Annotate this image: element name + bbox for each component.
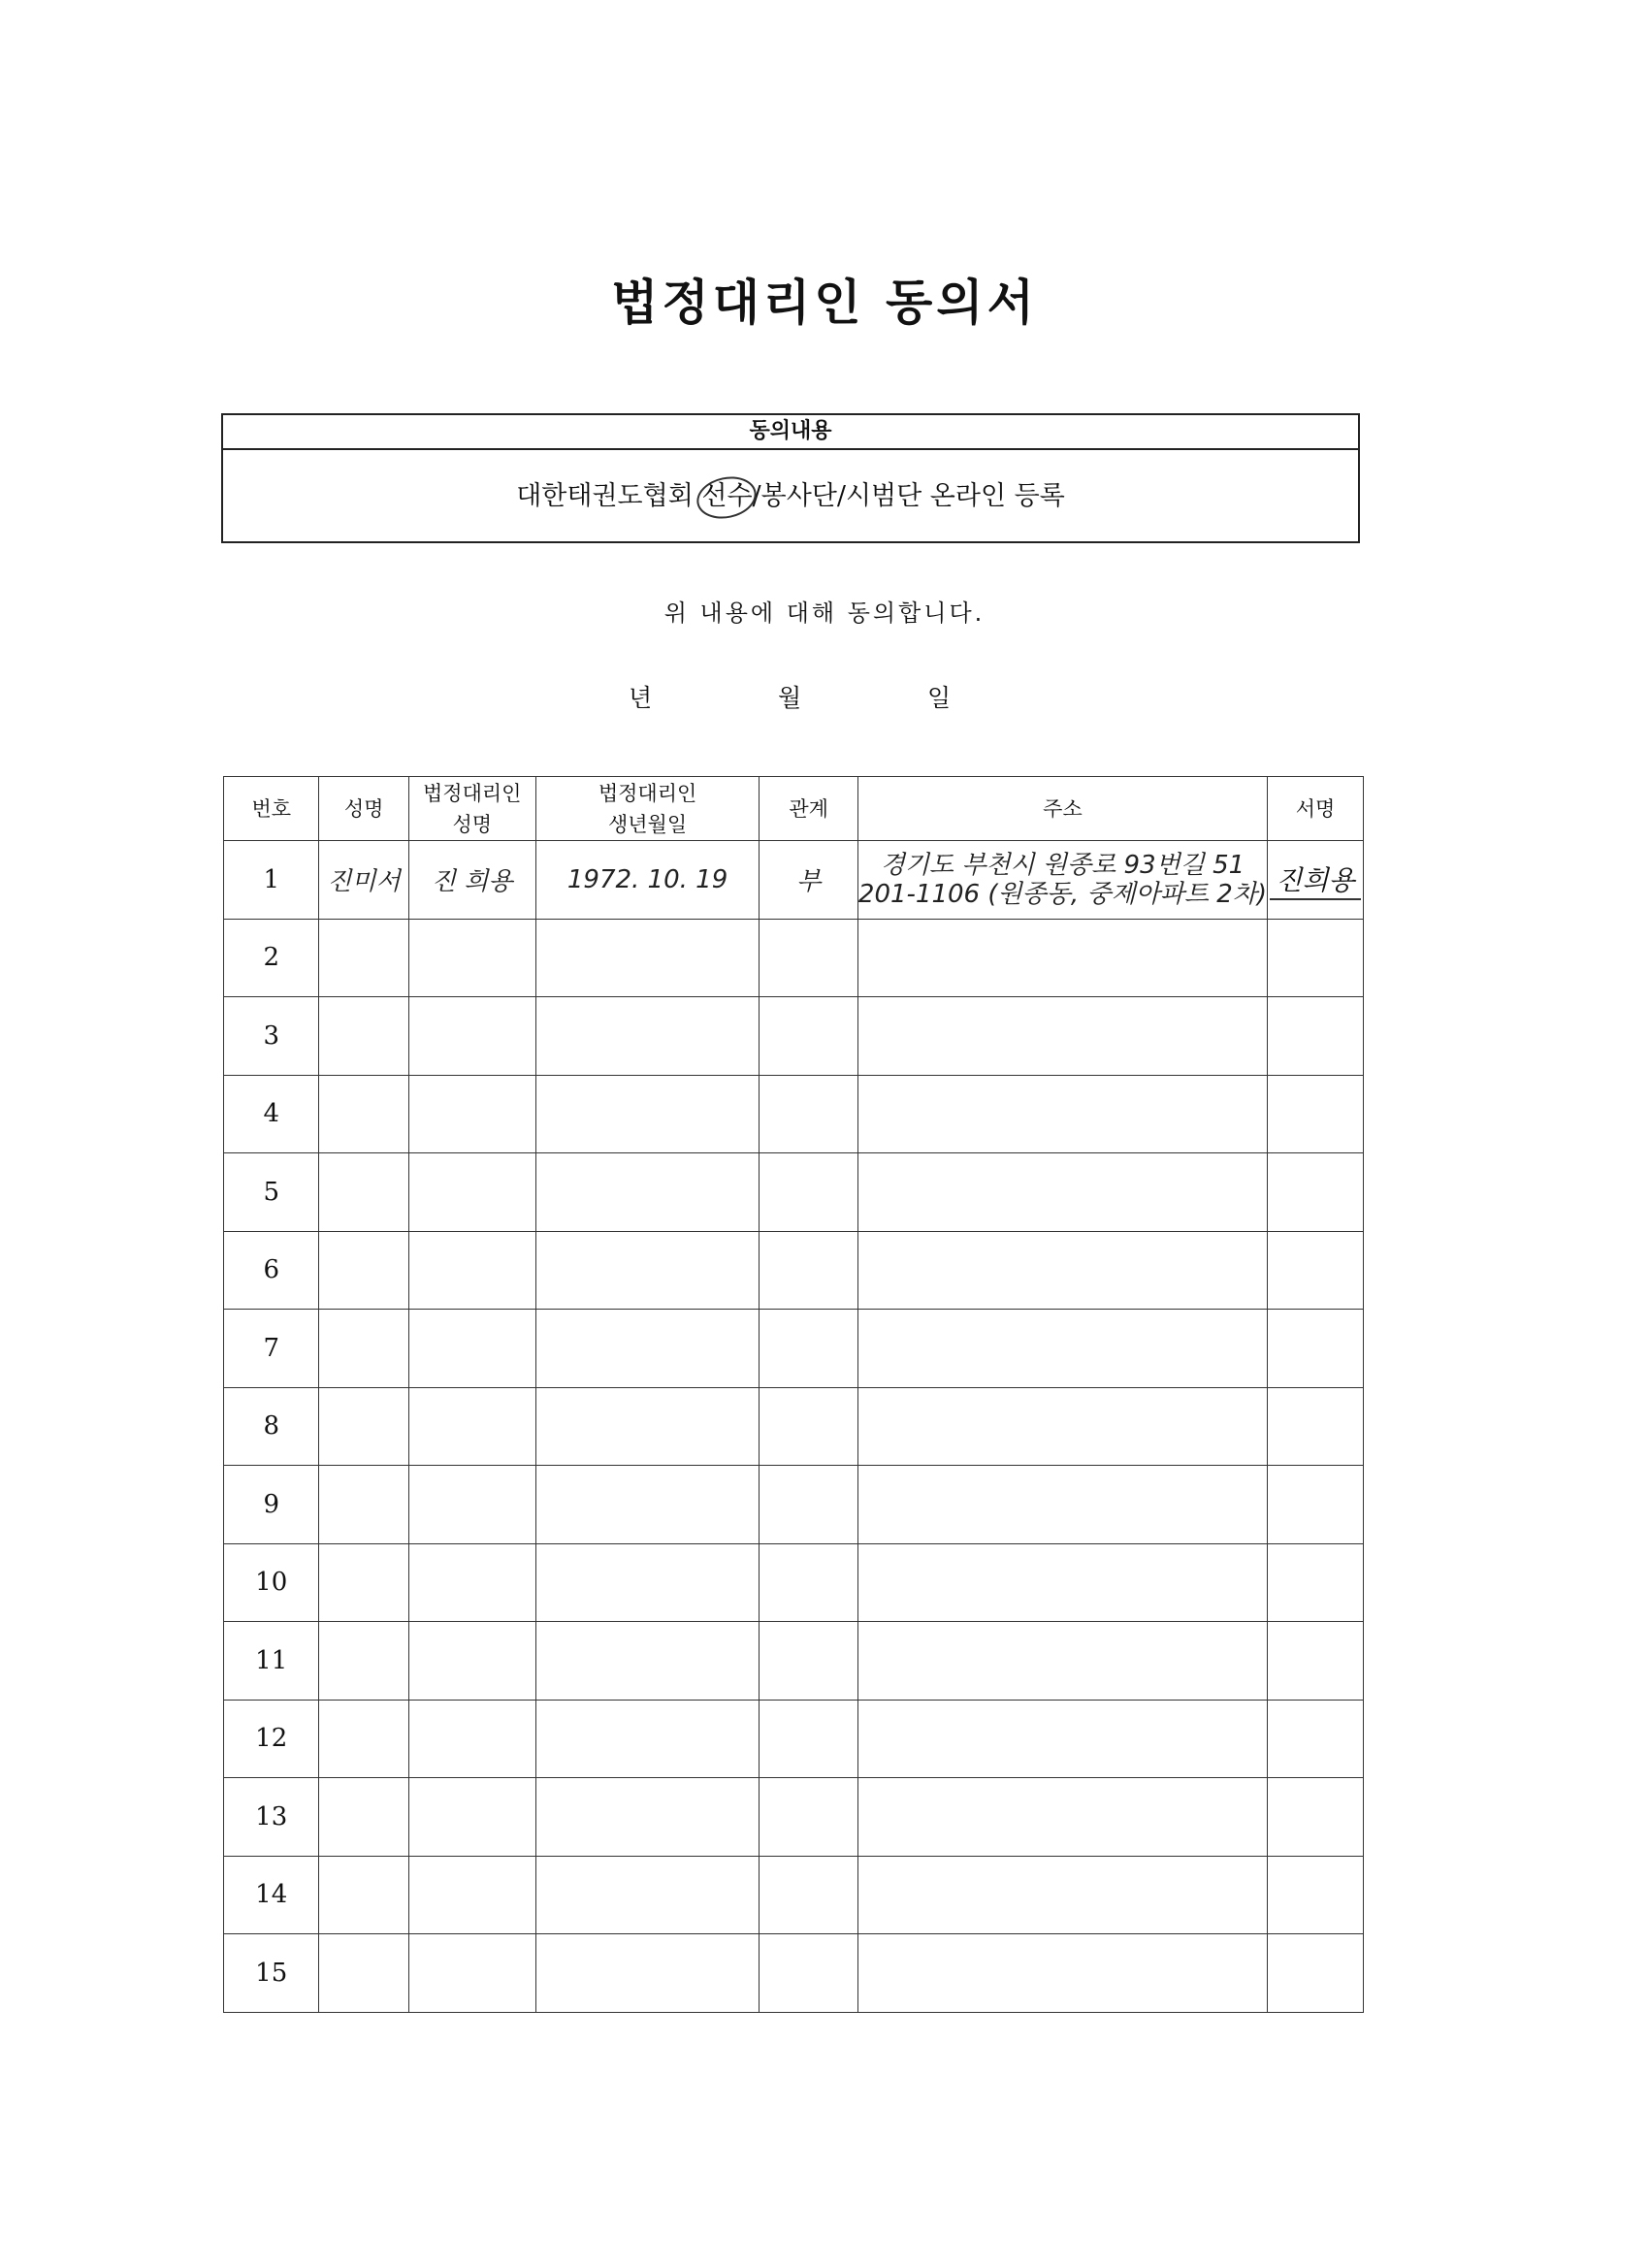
header-guardian-name [408, 777, 535, 841]
row-signature [1268, 1466, 1364, 1544]
row-signature [1268, 1934, 1364, 2013]
header-guardian-name-line2: 성명 [452, 812, 493, 836]
row-name [319, 1310, 408, 1388]
row-relation [760, 1466, 858, 1544]
row-address [857, 1153, 1267, 1232]
row-relation [760, 1778, 858, 1857]
row-guardian-birth [535, 1856, 760, 1934]
row-guardian-name [408, 1622, 535, 1701]
row-guardian-name [408, 919, 535, 997]
row-guardian-name [408, 997, 535, 1076]
row-relation [760, 1231, 858, 1310]
row-name [319, 1231, 408, 1310]
date-day-label: 일 [927, 684, 952, 712]
row-guardian-name [408, 1387, 535, 1466]
handwritten-signature: 진희용 [1270, 859, 1360, 900]
consent-content-area [223, 450, 1358, 543]
row-signature [1268, 1153, 1364, 1232]
row-guardian-name [408, 1466, 535, 1544]
row-address [857, 1231, 1267, 1310]
row-guardian-birth [535, 1387, 760, 1466]
row-address-line1: 경기도 부천시 원종로 93번길 51 [880, 850, 1245, 880]
table-row [224, 1700, 1364, 1778]
row-guardian-name [408, 1153, 535, 1232]
table-row [224, 841, 1364, 920]
row-address [857, 1934, 1267, 2013]
table-row [224, 1856, 1364, 1934]
row-relation [760, 1856, 858, 1934]
row-relation [760, 1622, 858, 1701]
row-signature [1268, 1700, 1364, 1778]
table-row [224, 1310, 1364, 1388]
header-name: 성명 [319, 777, 408, 841]
row-signature [1268, 919, 1364, 997]
row-relation [760, 997, 858, 1076]
row-guardian-birth [535, 1075, 760, 1153]
row-address [857, 1778, 1267, 1857]
row-name [319, 1466, 408, 1544]
row-guardian-name [408, 1231, 535, 1310]
row-guardian-birth [535, 1700, 760, 1778]
row-address [857, 1075, 1267, 1153]
consent-box [221, 413, 1360, 543]
row-relation [760, 1153, 858, 1232]
row-name [319, 1700, 408, 1778]
row-name [319, 1075, 408, 1153]
row-address [857, 841, 1267, 920]
row-address [857, 997, 1267, 1076]
row-name [319, 1387, 408, 1466]
row-relation [760, 919, 858, 997]
row-guardian-birth [535, 997, 760, 1076]
table-row [224, 1075, 1364, 1153]
row-signature [1268, 1075, 1364, 1153]
row-guardian-birth [535, 1466, 760, 1544]
date-month-label: 월 [778, 684, 802, 712]
row-name [319, 997, 408, 1076]
header-guardian-birth [535, 777, 760, 841]
header-no: 번호 [224, 777, 319, 841]
row-relation [760, 1075, 858, 1153]
row-no: 3 [224, 997, 319, 1076]
row-no: 13 [224, 1778, 319, 1857]
header-relation: 관계 [760, 777, 858, 841]
row-relation [760, 1700, 858, 1778]
row-relation [760, 1387, 858, 1466]
row-signature [1268, 1387, 1364, 1466]
row-signature [1268, 1231, 1364, 1310]
row-address [857, 1622, 1267, 1701]
row-signature [1268, 1856, 1364, 1934]
row-name: 진미서 [319, 841, 408, 920]
row-name [319, 1622, 408, 1701]
date-year-label: 년 [629, 684, 653, 712]
row-no: 2 [224, 919, 319, 997]
table-row [224, 1153, 1364, 1232]
row-address [857, 1700, 1267, 1778]
row-guardian-birth [535, 1231, 760, 1310]
table-row [224, 1778, 1364, 1857]
row-signature [1268, 1310, 1364, 1388]
row-name [319, 1856, 408, 1934]
row-no: 5 [224, 1153, 319, 1232]
row-address [857, 919, 1267, 997]
row-no: 4 [224, 1075, 319, 1153]
row-guardian-birth [535, 1310, 760, 1388]
consent-header: 동의내용 [223, 415, 1358, 450]
row-relation [760, 1934, 858, 2013]
row-guardian-birth [535, 1543, 760, 1622]
row-address-line2: 201-1106 (원종동, 중제아파트 2차) [857, 879, 1268, 909]
agreement-statement: 위 내용에 대해 동의합니다. [663, 599, 986, 627]
table-row [224, 1934, 1364, 2013]
row-guardian-name: 진 희용 [408, 841, 535, 920]
row-no: 10 [224, 1543, 319, 1622]
row-no: 15 [224, 1934, 319, 2013]
row-name [319, 1934, 408, 2013]
row-guardian-name [408, 1934, 535, 2013]
table-header-row [224, 777, 1364, 841]
table-row [224, 1466, 1364, 1544]
row-guardian-name [408, 1856, 535, 1934]
table-row [224, 1543, 1364, 1622]
header-guardian-birth-line1: 법정대리인 [598, 781, 697, 805]
row-address [857, 1310, 1267, 1388]
table-row [224, 1231, 1364, 1310]
row-guardian-birth [535, 1934, 760, 2013]
row-guardian-name [408, 1700, 535, 1778]
row-guardian-birth [535, 1622, 760, 1701]
row-guardian-name [408, 1310, 535, 1388]
row-guardian-name [408, 1543, 535, 1622]
row-relation [760, 1543, 858, 1622]
row-signature [1268, 1543, 1364, 1622]
row-no: 8 [224, 1387, 319, 1466]
row-relation [760, 1310, 858, 1388]
header-guardian-birth-line2: 생년월일 [607, 812, 688, 836]
row-signature [1268, 1778, 1364, 1857]
row-no: 14 [224, 1856, 319, 1934]
row-name [319, 1543, 408, 1622]
table-row [224, 919, 1364, 997]
guardian-table [223, 776, 1364, 2013]
row-guardian-birth [535, 1153, 760, 1232]
header-signature: 서명 [1268, 777, 1364, 841]
row-address [857, 1387, 1267, 1466]
row-name [319, 1778, 408, 1857]
row-relation: 부 [760, 841, 858, 920]
row-address [857, 1466, 1267, 1544]
consent-content: 대한태권도협회 선수/봉사단/시범단 온라인 등록 [516, 481, 1065, 511]
table-row [224, 1622, 1364, 1701]
table-row [224, 997, 1364, 1076]
handwritten-circle-mark [693, 471, 760, 524]
row-signature [1268, 841, 1364, 920]
row-address [857, 1543, 1267, 1622]
row-no: 7 [224, 1310, 319, 1388]
row-no: 1 [224, 841, 319, 920]
row-no: 9 [224, 1466, 319, 1544]
row-name [319, 919, 408, 997]
row-guardian-birth [535, 919, 760, 997]
row-no: 6 [224, 1231, 319, 1310]
row-guardian-name [408, 1778, 535, 1857]
table-row [224, 1387, 1364, 1466]
row-no: 11 [224, 1622, 319, 1701]
header-address: 주소 [857, 777, 1267, 841]
row-signature [1268, 1622, 1364, 1701]
row-signature [1268, 997, 1364, 1076]
row-name [319, 1153, 408, 1232]
row-guardian-birth [535, 1778, 760, 1857]
row-no: 12 [224, 1700, 319, 1778]
row-guardian-name [408, 1075, 535, 1153]
row-address [857, 1856, 1267, 1934]
row-guardian-birth: 1972. 10. 19 [535, 841, 760, 920]
document-title: 법정대리인 동의서 [611, 275, 1038, 331]
header-guardian-name-line1: 법정대리인 [423, 781, 522, 805]
